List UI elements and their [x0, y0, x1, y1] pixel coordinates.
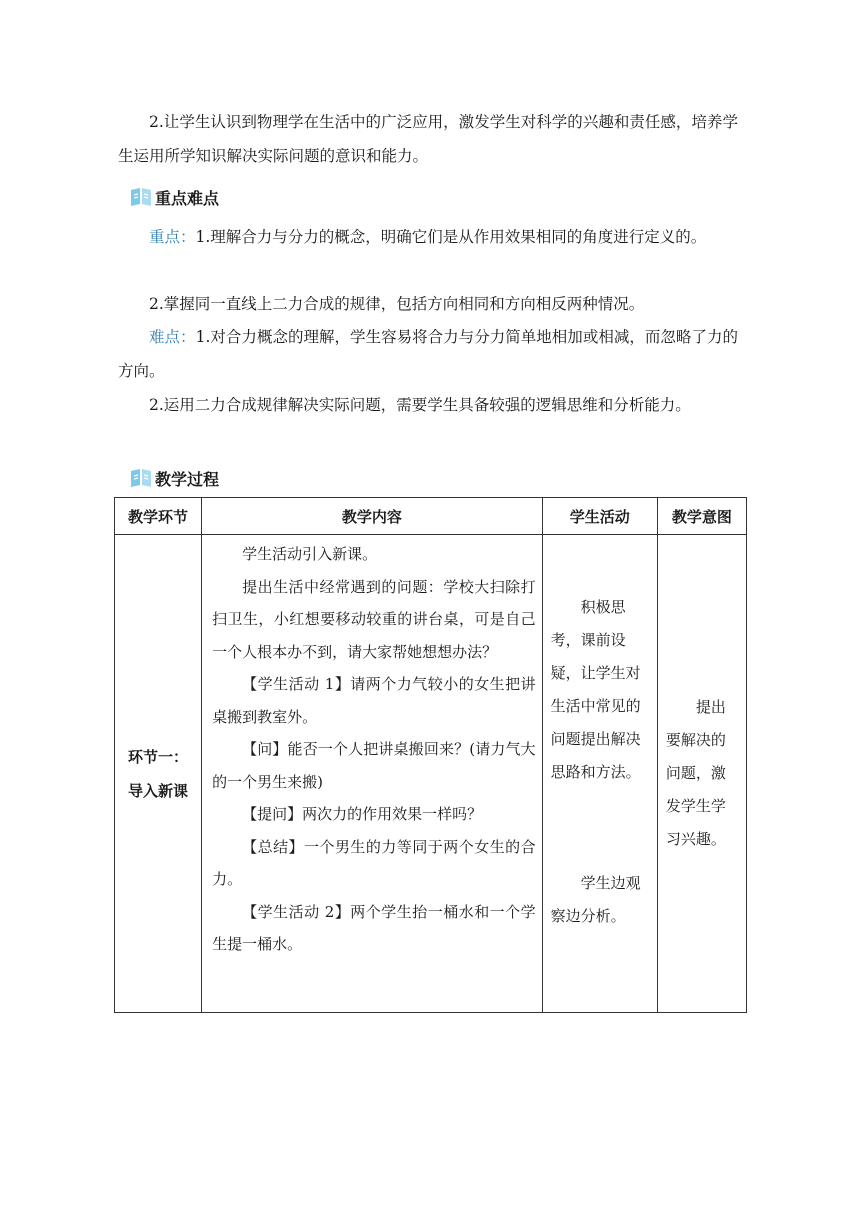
book-icon: [130, 468, 152, 488]
table-row: [115, 535, 747, 1013]
teaching-process-table: [114, 497, 747, 1013]
section-heading-process: [130, 465, 219, 491]
book-icon: [130, 187, 152, 207]
key-label: 重点：: [149, 228, 196, 246]
content-line: 【总结】一个男生的力等同于两个女生的合力。: [212, 837, 536, 888]
intent-text: 提出要解决的问题，激发学生学习兴趣。: [665, 698, 726, 848]
content-line: 【提问】两次力的作用效果一样吗？: [242, 805, 483, 823]
stage-cell: [115, 535, 202, 1013]
header-activity: 学生活动: [542, 498, 657, 535]
activity-text-2: 学生边观察边分析。: [550, 874, 641, 925]
content-line: 学生活动引入新课。: [242, 545, 378, 563]
section-heading-key-points: [130, 184, 219, 210]
stage-line-2: 导入新课: [128, 781, 189, 800]
content-cell: [202, 535, 543, 1013]
difficult-point-1: 难点：1.对合力概念的理解，学生容易将合力与分力简单地相加或相减，而忽略了力的方向。: [118, 328, 738, 380]
header-intent: 教学意图: [657, 498, 746, 535]
difficult-label: 难点：: [149, 328, 196, 346]
key-point-1: 重点：1.理解合力与分力的概念，明确它们是从作用效果相同的角度进行定义的。: [149, 228, 707, 246]
section-heading-text: 重点难点: [155, 188, 220, 208]
content-line: 【学生活动 1】请两个力气较小的女生把讲桌搬到教室外。: [212, 675, 536, 726]
header-stage: 教学环节: [115, 498, 202, 535]
goal-item-2: 2.让学生认识到物理学在生活中的广泛应用，激发学生对科学的兴趣和责任感，培养学生运用所学知识解决实际问题的意识和能力。: [118, 113, 738, 165]
content-line: 提出生活中经常遇到的问题：学校大扫除打扫卫生，小红想要移动较重的讲台桌，可是自己一个人根本办不到，请大家帮她想想办法？: [212, 577, 536, 661]
intent-cell: [657, 535, 746, 1013]
header-content: 教学内容: [202, 498, 543, 535]
difficult-point-2: 2.运用二力合成规律解决实际问题，需要学生具备较强的逻辑思维和分析能力。: [149, 396, 691, 414]
table-header-row: [115, 498, 747, 535]
section-heading-text: 教学过程: [155, 469, 220, 489]
activity-cell: [542, 535, 657, 1013]
key-point-2: 2.掌握同一直线上二力合成的规律，包括方向相同和方向相反两种情况。: [149, 295, 645, 313]
content-line: 【学生活动 2】两个学生抬一桶水和一个学生提一桶水。: [212, 902, 536, 953]
stage-line-1: 环节一：: [128, 747, 189, 766]
content-line: 【问】能否一个人把讲桌搬回来？(请力气大的一个男生来搬): [212, 740, 536, 791]
activity-text-1: 积极思考，课前设疑，让学生对生活中常见的问题提出解决思路和方法。: [550, 598, 641, 781]
